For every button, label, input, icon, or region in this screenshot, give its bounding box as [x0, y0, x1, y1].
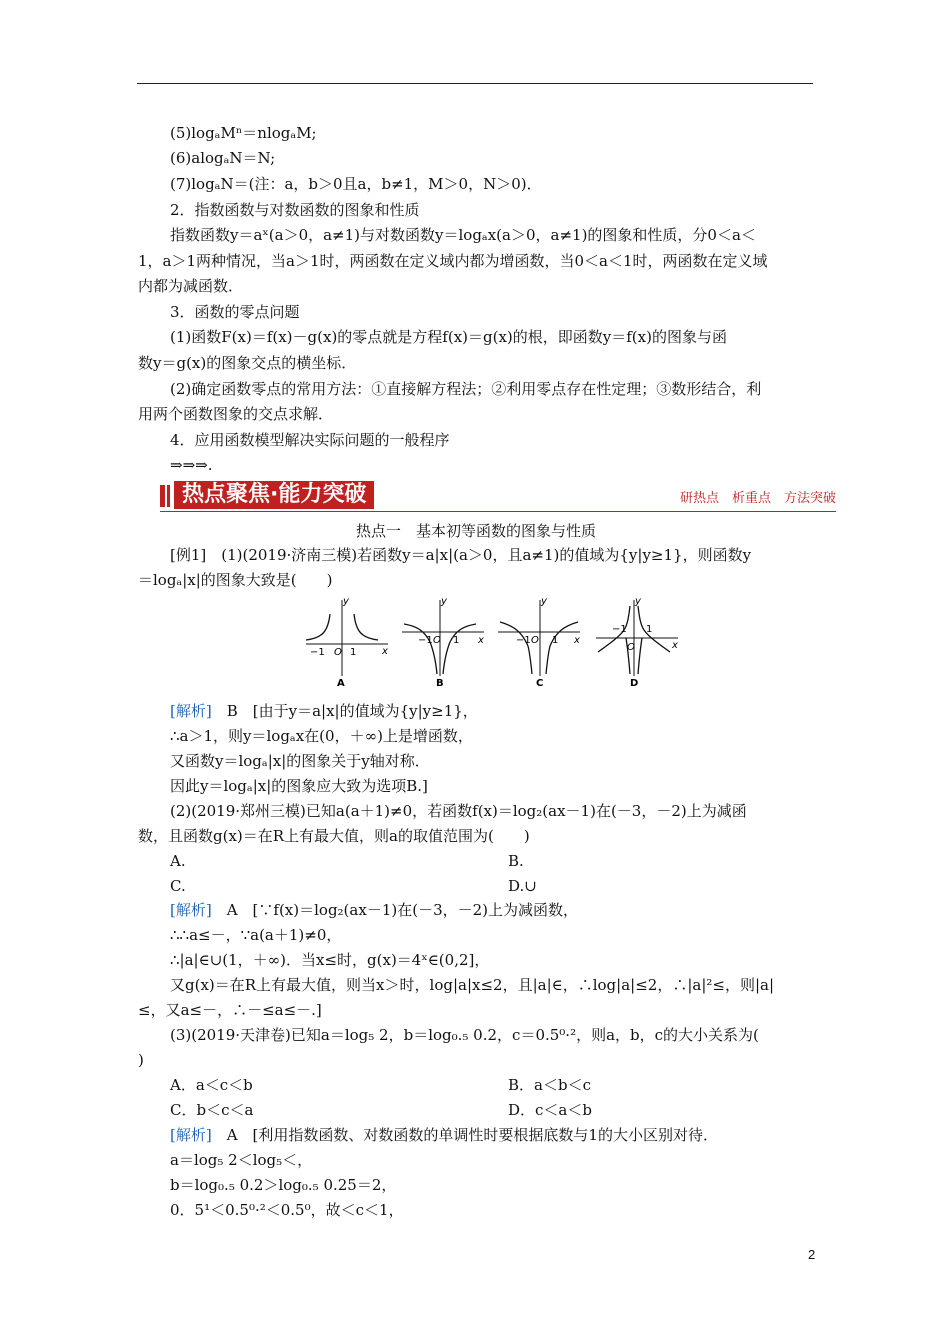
banner-subtitle: 研热点 析重点 方法突破	[679, 491, 836, 506]
analysis-1-line-2: ∴a＞1，则y＝logₐx在(0，＋∞)上是增函数，	[170, 727, 473, 745]
graph-c-tick-pos: 1	[552, 635, 559, 646]
analysis-3-line-3: b＝log₀.₅ 0.2＞log₀.₅ 0.25＝2，	[170, 1176, 397, 1194]
hotspot-1-title: 热点一 基本初等函数的图象与性质	[356, 522, 597, 540]
analysis-1-text: B [由于y＝a|x|的值域为{y|y≥1}，	[211, 702, 478, 720]
example-2-option-d: D.∪	[508, 877, 537, 895]
graph-d-x-label: x	[672, 640, 678, 651]
section-3-text-2: 数y＝g(x)的图象交点的横坐标．	[138, 354, 357, 372]
example-1-text-2: ＝logₐ|x|的图象大致是( )	[138, 571, 333, 589]
analysis-2-line-3: ∴|a|∈∪(1，＋∞)．当x≤时，g(x)＝4ˣ∈(0,2]，	[170, 951, 490, 969]
section-3-text-3: (2)确定函数零点的常用方法：①直接解方程法；②利用零点存在性定理；③数形结合，利	[170, 380, 762, 398]
header-rule	[137, 83, 813, 84]
example-2-text-1: (2)(2019·郑州三模)已知a(a＋1)≠0，若函数f(x)＝log₂(ax－1)在(－3，－2)上为减函	[170, 802, 747, 820]
analysis-2-text: A [∵f(x)＝log₂(ax－1)在(－3，－2)上为减函数，	[211, 901, 579, 919]
graph-b-label: B	[436, 678, 444, 689]
example-1-text-1: [例1] (1)(2019·济南三模)若函数y＝a|x|(a＞0，且a≠1)的值域为{y|y≥1}，则函数y	[170, 546, 752, 564]
graph-b	[402, 596, 484, 689]
example-2-option-c: C.	[170, 877, 186, 895]
example-3-option-c: C．b＜c＜a	[170, 1101, 254, 1119]
section-2-text-3: 内都为减函数．	[138, 277, 244, 295]
banner-underline	[160, 511, 836, 512]
section-3-text-4: 用两个函数图象的交点求解．	[138, 405, 334, 423]
graph-a-tick-neg: −1	[310, 647, 325, 658]
analysis-1-line-3: 又函数y＝logₐ|x|的图象关于y轴对称．	[170, 752, 430, 770]
graph-b-tick-neg: −1	[418, 635, 433, 646]
graph-a-x-label: x	[382, 646, 388, 657]
graph-b-y-label: y	[441, 596, 447, 607]
section-4-heading: 4．应用函数模型解决实际问题的一般程序	[170, 431, 450, 449]
analysis-3-line-1	[170, 1125, 718, 1145]
graph-b-tick-pos: 1	[453, 635, 460, 646]
graph-d	[596, 596, 678, 689]
section-2-heading: 2．指数函数与对数函数的图象和性质	[170, 201, 420, 219]
graph-a-tick-pos: 1	[350, 647, 357, 658]
example-3-option-a: A．a＜c＜b	[170, 1076, 253, 1094]
analysis-3-line-2: a＝log₅ 2＜log₅＜，	[170, 1151, 313, 1169]
example-2-option-b: B.	[508, 852, 524, 870]
graph-d-label: D	[630, 678, 639, 689]
analysis-2-line-5: ≤，又a≤－，∴－≤a≤－.]	[138, 1001, 322, 1019]
section-2-text-2: 1，a＞1两种情况，当a＞1时，两函数在定义域内都为增函数，当0＜a＜1时，两函数在定义域	[138, 252, 768, 270]
answer-graphs	[300, 594, 690, 690]
rule-7: (7)logₐN＝(注：a，b＞0且a，b≠1，M＞0，N＞0)．	[170, 175, 542, 193]
example-3-option-d: D．c＜a＜b	[508, 1101, 592, 1119]
graph-d-y-label: y	[635, 596, 641, 607]
page-number: 2	[808, 1247, 816, 1262]
graph-b-x-label: x	[478, 635, 484, 646]
banner-bar-thin	[167, 485, 170, 507]
analysis-1-line-4: 因此y＝logₐ|x|的图象应大致为选项B.]	[170, 777, 428, 795]
graph-c-x-label: x	[574, 635, 580, 646]
graph-a-label: A	[337, 678, 345, 689]
analysis-2-line-2: ∴∴a≤－，∵a(a＋1)≠0，	[170, 926, 342, 944]
example-3-option-b: B．a＜b＜c	[508, 1076, 591, 1094]
graph-a	[306, 596, 388, 689]
analysis-1-line-1	[170, 701, 478, 721]
section-2-text-1: 指数函数y＝aˣ(a＞0，a≠1)与对数函数y＝logₐx(a＞0，a≠1)的图象和性质，分0＜a＜	[170, 226, 756, 244]
example-2-text-2: 数，且函数g(x)＝在R上有最大值，则a的取值范围为( )	[138, 827, 530, 845]
example-3-text-1: (3)(2019·天津卷)已知a＝log₅ 2，b＝log₀.₅ 0.2，c＝0.5⁰·²，则a，b，c的大小关系为(	[170, 1026, 759, 1044]
graph-a-origin: O	[334, 647, 342, 658]
graph-c	[498, 596, 580, 689]
graph-c-y-label: y	[541, 596, 547, 607]
banner-title: 热点聚焦·能力突破	[174, 481, 374, 509]
flow-arrows: ⇒⇒⇒.	[170, 456, 213, 474]
graph-c-origin: O	[531, 635, 539, 646]
graph-d-tick-pos: 1	[646, 624, 653, 635]
graph-c-label: C	[536, 678, 544, 689]
section-3-heading: 3．函数的零点问题	[170, 303, 300, 321]
rule-6: (6)alogₐN＝N;	[170, 149, 276, 167]
analysis-3-line-4: 0．5¹＜0.5⁰·²＜0.5⁰，故＜c＜1，	[170, 1201, 404, 1219]
graph-b-origin: O	[433, 635, 441, 646]
analysis-2-line-4: 又g(x)＝在R上有最大值，则当x＞时，log|a|x≤2，且|a|∈，∴log|a|≤2，∴|a|²≤，则|a|	[170, 976, 775, 994]
graph-d-origin: O	[627, 642, 635, 653]
analysis-3-tag: [解析]	[170, 1126, 212, 1144]
analysis-2-tag: [解析]	[170, 901, 212, 919]
example-3-text-2: )	[138, 1051, 144, 1069]
example-2-option-a: A.	[170, 852, 186, 870]
analysis-1-tag: [解析]	[170, 702, 212, 720]
graph-c-tick-neg: −1	[516, 635, 531, 646]
rule-5: (5)logₐMⁿ＝nlogₐM;	[170, 124, 317, 142]
analysis-2-line-1	[170, 900, 578, 920]
graph-d-tick-neg: −1	[612, 624, 627, 635]
section-3-text-1: (1)函数F(x)＝f(x)－g(x)的零点就是方程f(x)＝g(x)的根，即函数y＝f(x)的图象与函	[170, 328, 727, 346]
banner-bar	[160, 485, 165, 507]
graph-a-y-label: y	[343, 596, 349, 607]
hotspot-banner	[160, 481, 836, 513]
analysis-3-text: A [利用指数函数、对数函数的单调性时要根据底数与1的大小区别对待．	[211, 1126, 718, 1144]
